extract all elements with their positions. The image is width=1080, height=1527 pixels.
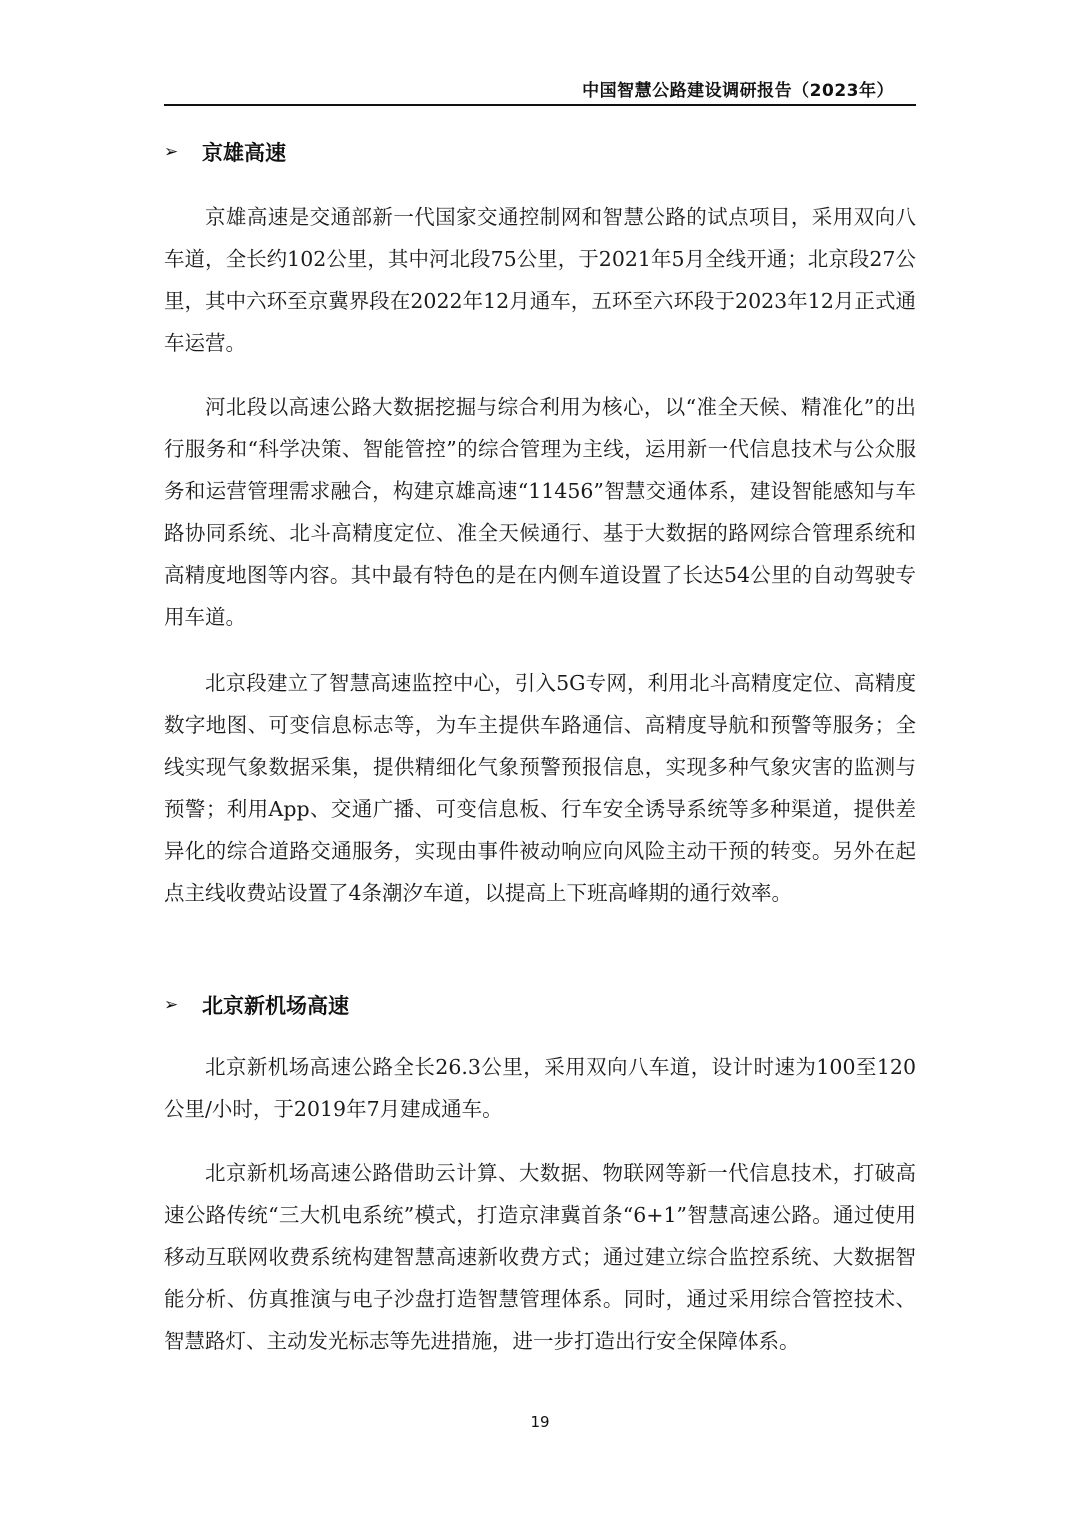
section-heading-jingxiong — [164, 137, 286, 167]
section-heading-label: 京雄高速 — [202, 141, 286, 165]
paragraph: 京雄高速是交通部新一代国家交通控制网和智慧公路的试点项目，采用双向八车道，全长约102公里，其中河北段75公里，于2021年5月全线开通；北京段27公里，其中六环至京冀界段在2022年12月通车，五环至六环段于2023年12月正式通车运营。 — [164, 205, 916, 355]
paragraph: 北京新机场高速公路借助云计算、大数据、物联网等新一代信息技术，打破高速公路传统“三大机电系统”模式，打造京津冀首条“6+1”智慧高速公路。通过使用移动互联网收费系统构建智慧高速新收费方式；通过建立综合监控系统、大数据智能分析、仿真推演与电子沙盘打造智慧管理体系。同时，通过采用综合管控技术、智慧路灯、主动发光标志等先进措施，进一步打造出行安全保障体系。 — [164, 1161, 916, 1353]
running-header-title: 中国智慧公路建设调研报告（2023年） — [582, 81, 894, 101]
bullet-arrow-icon: ➢ — [164, 142, 179, 162]
paragraph: 河北段以高速公路大数据挖掘与综合利用为核心，以“准全天候、精准化”的出行服务和“科学决策、智能管控”的综合管理为主线，运用新一代信息技术与公众服务和运营管理需求融合，构建京雄高速“11456”智慧交通体系，建设智能感知与车路协同系统、北斗高精度定位、准全天候通行、基于大数据的路网综合管理系统和高精度地图等内容。其中最有特色的是在内侧车道设置了长达54公里的自动驾驶专用车道。 — [164, 395, 916, 629]
paragraph: 北京段建立了智慧高速监控中心，引入5G专网，利用北斗高精度定位、高精度数字地图、可变信息标志等，为车主提供车路通信、高精度导航和预警等服务；全线实现气象数据采集，提供精细化气象预警预报信息，实现多种气象灾害的监测与预警；利用App、交通广播、可变信息板、行车安全诱导系统等多种渠道，提供差异化的综合道路交通服务，实现由事件被动响应向风险主动干预的转变。另外在起点主线收费站设置了4条潮汐车道，以提高上下班高峰期的通行效率。 — [164, 671, 916, 905]
page-number: 19 — [530, 1413, 550, 1431]
bullet-arrow-icon: ➢ — [164, 995, 179, 1015]
section-heading-label: 北京新机场高速 — [202, 994, 349, 1018]
header-divider — [164, 104, 916, 106]
section-heading-new-airport — [164, 990, 349, 1020]
paragraph: 北京新机场高速公路全长26.3公里，采用双向八车道，设计时速为100至120公里/小时，于2019年7月建成通车。 — [164, 1055, 916, 1121]
